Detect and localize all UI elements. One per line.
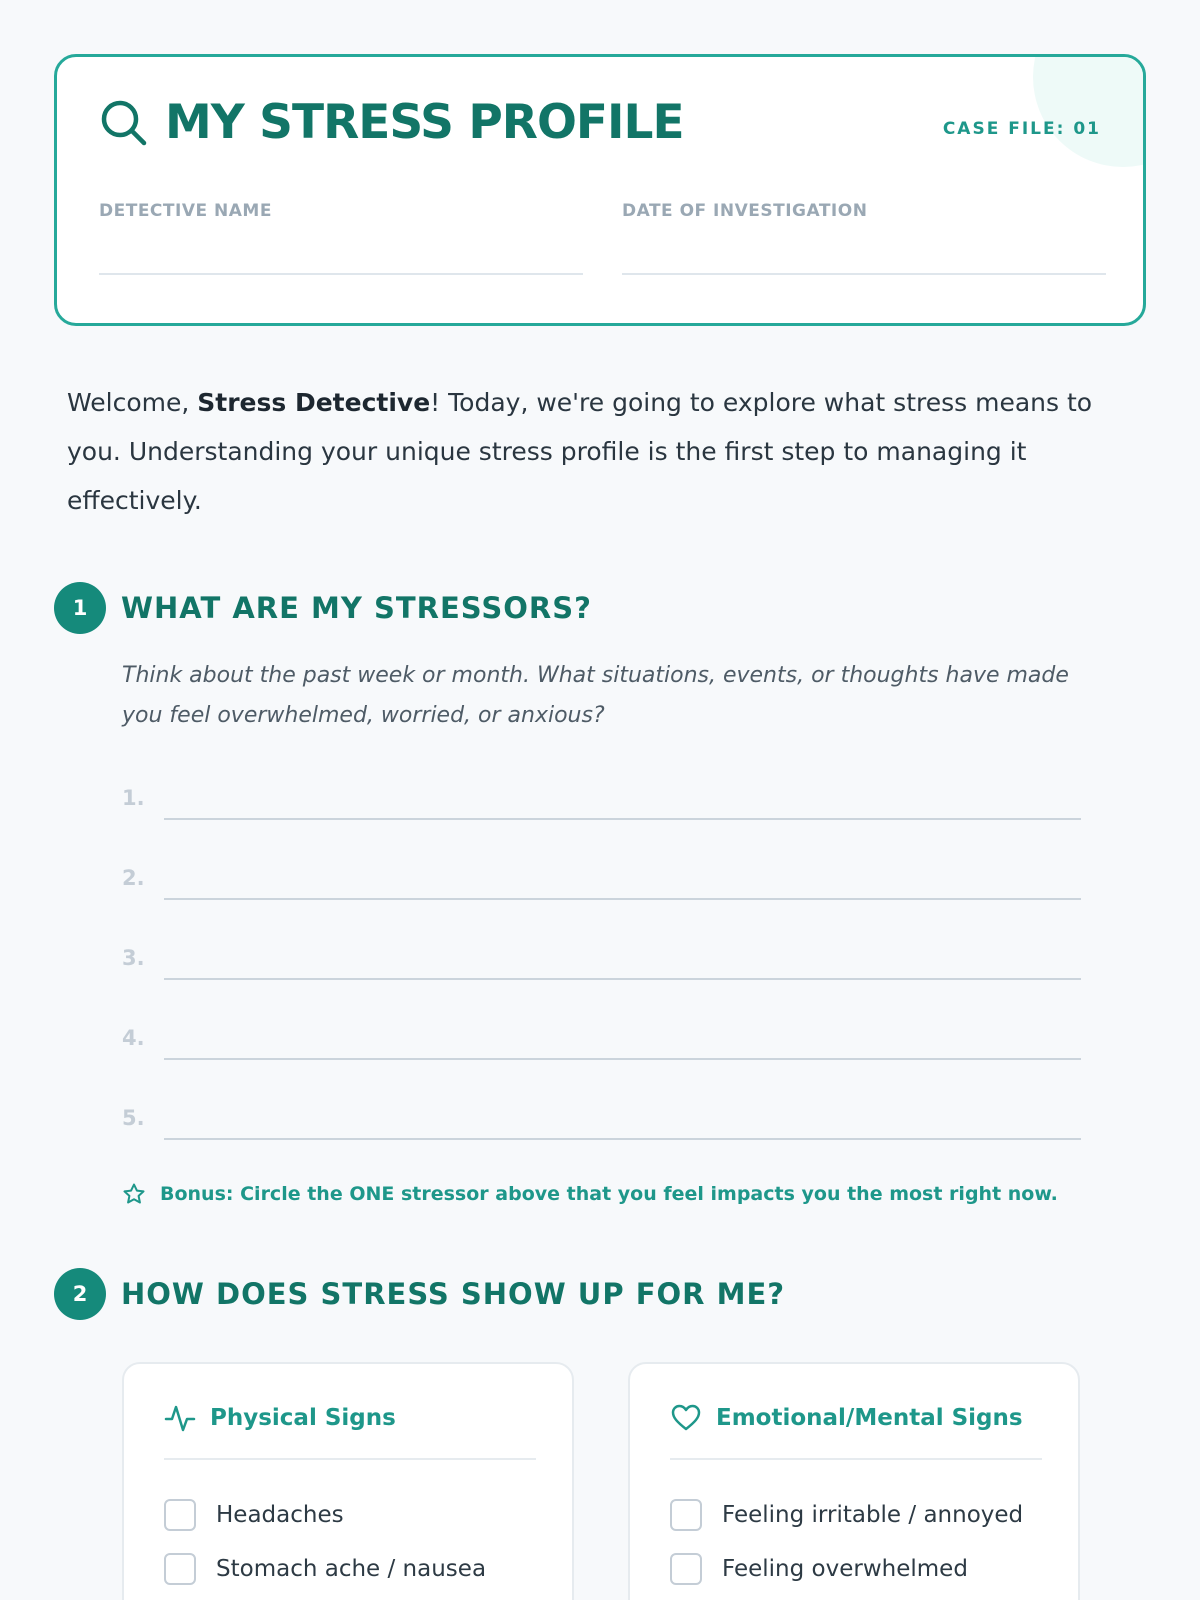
detective-name-field[interactable] — [99, 201, 583, 275]
profile-header-card — [54, 54, 1146, 326]
investigation-date-label: DATE OF INVESTIGATION — [622, 201, 868, 221]
checkbox[interactable] — [670, 1553, 702, 1585]
checklist-item[interactable] — [164, 1488, 486, 1542]
intro-text-after: ! Today, we're going to explore what stress means to you. Understanding your unique stress profile is the first step to managing it effectively. — [67, 388, 1093, 515]
physical-signs-title: Physical Signs — [210, 1405, 396, 1431]
case-file-label: CASE FILE: 01 — [942, 119, 1101, 139]
checkbox[interactable] — [670, 1499, 702, 1531]
answer-row[interactable] — [122, 1018, 1082, 1098]
section-1-prompt: Think about the past week or month. What situations, events, or thoughts have made you feel overwhelmed, worried, or anxious? — [122, 663, 1069, 728]
detective-name-label: DETECTIVE NAME — [99, 201, 272, 221]
emotional-signs-header — [670, 1402, 1042, 1460]
checkbox[interactable] — [164, 1499, 196, 1531]
checklist-item[interactable] — [670, 1488, 1023, 1542]
physical-signs-header — [164, 1402, 536, 1460]
section-1-heading — [54, 582, 592, 634]
checklist-item[interactable] — [670, 1596, 1023, 1600]
section-2-number-badge: 2 — [54, 1268, 106, 1320]
answer-number: 1. — [122, 786, 145, 810]
title-row — [99, 95, 684, 150]
search-icon — [99, 98, 149, 148]
answer-row[interactable] — [122, 778, 1082, 858]
checklist-item-label: Feeling overwhelmed — [722, 1556, 968, 1582]
heart-icon — [670, 1402, 702, 1434]
answer-line[interactable] — [164, 978, 1081, 980]
answer-row[interactable] — [122, 1098, 1082, 1178]
investigation-date-line[interactable] — [622, 273, 1106, 275]
checklist-item-label: Stomach ache / nausea — [216, 1556, 487, 1582]
answer-row[interactable] — [122, 858, 1082, 938]
stressor-answer-list — [122, 778, 1082, 1178]
answer-number: 4. — [122, 1026, 145, 1050]
intro-bold: Stress Detective — [197, 388, 431, 417]
header-corner-decoration — [1033, 54, 1146, 167]
physical-signs-card — [122, 1362, 574, 1600]
answer-number: 3. — [122, 946, 145, 970]
star-icon — [122, 1182, 146, 1206]
answer-line[interactable] — [164, 1058, 1081, 1060]
answer-number: 2. — [122, 866, 145, 890]
checklist-item[interactable] — [670, 1542, 1023, 1596]
pulse-icon — [164, 1402, 196, 1434]
section-2-title: HOW DOES STRESS SHOW UP FOR ME? — [121, 1277, 786, 1311]
emotional-signs-title: Emotional/Mental Signs — [716, 1405, 1023, 1431]
answer-row[interactable] — [122, 938, 1082, 1018]
page-title: MY STRESS PROFILE — [165, 95, 684, 150]
emotional-signs-card — [628, 1362, 1080, 1600]
checklist-item[interactable] — [164, 1542, 486, 1596]
emotional-signs-list — [670, 1488, 1023, 1600]
answer-line[interactable] — [164, 818, 1081, 820]
checkbox[interactable] — [164, 1553, 196, 1585]
answer-line[interactable] — [164, 898, 1081, 900]
checklist-item-label: Feeling irritable / annoyed — [722, 1502, 1024, 1528]
checklist-item[interactable] — [164, 1596, 486, 1600]
intro-text-before: Welcome, — [67, 388, 198, 417]
checklist-item-label: Headaches — [216, 1502, 344, 1528]
investigation-date-field[interactable] — [622, 201, 1106, 275]
answer-number: 5. — [122, 1106, 145, 1130]
detective-name-line[interactable] — [99, 273, 583, 275]
bonus-text: Bonus: Circle the ONE stressor above that you feel impacts you the most right now. — [160, 1183, 1058, 1205]
physical-signs-list — [164, 1488, 486, 1600]
bonus-note — [122, 1182, 1058, 1206]
answer-line[interactable] — [164, 1138, 1081, 1140]
section-1-title: WHAT ARE MY STRESSORS? — [121, 591, 592, 625]
section-2-heading — [54, 1268, 785, 1320]
intro-paragraph — [67, 378, 1147, 525]
section-1-number-badge: 1 — [54, 582, 106, 634]
